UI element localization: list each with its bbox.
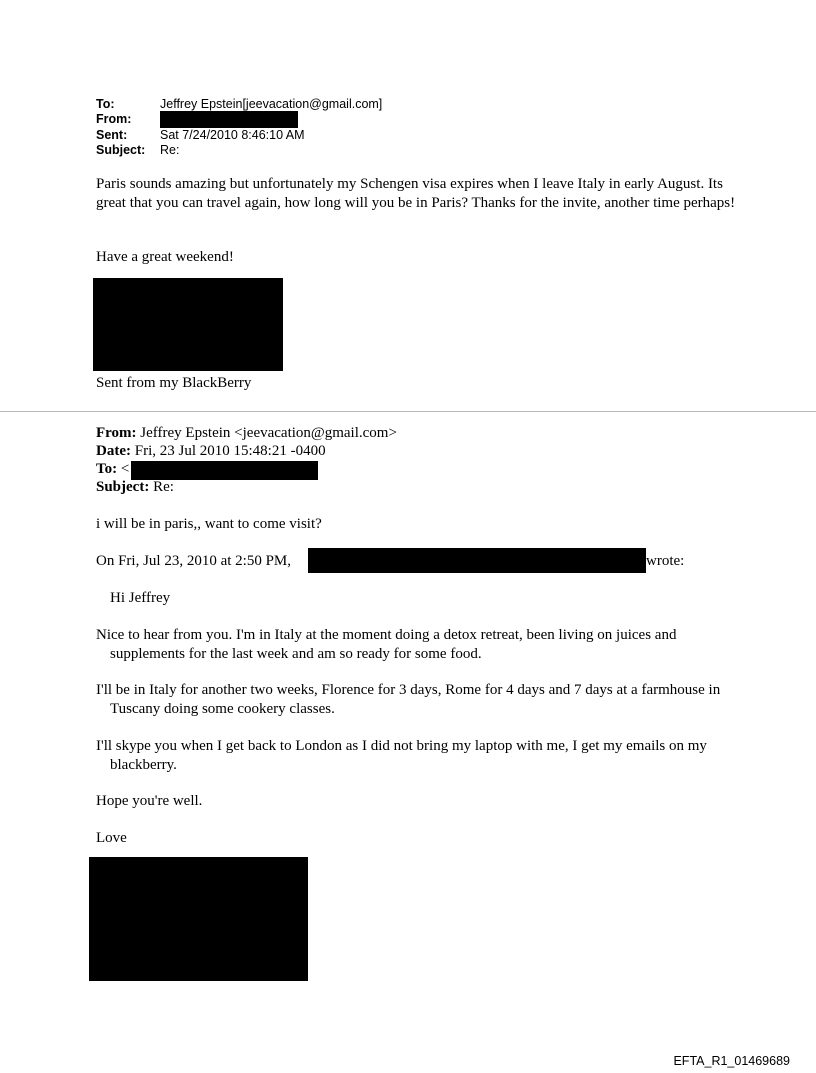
quoted-subject-value: Re: — [149, 479, 174, 495]
to-label: To: — [96, 97, 115, 111]
reply-paragraph-1: Nice to hear from you. I'm in Italy at the moment doing a detox retreat, been living on juices and supplements for the last week and am so ready for some food. — [96, 627, 677, 662]
reply-greeting: Hi Jeffrey — [110, 590, 171, 606]
reply-intro-suffix: wrote: — [646, 553, 685, 569]
sent-value: Sat 7/24/2010 8:46:10 AM — [160, 128, 305, 142]
quoted-date-label: Date: — [96, 443, 131, 459]
quoted-body-line: i will be in paris,, want to come visit? — [96, 516, 322, 532]
email-body-paragraph: Paris sounds amazing but unfortunately my Schengen visa expires when I leave Italy in early August. Its great that you can travel again, how long will you be in Paris? Thanks for the invite, another time perhaps! — [96, 176, 736, 211]
redaction-reply-sender — [308, 548, 646, 573]
redaction-from — [160, 111, 298, 128]
subject-value: Re: — [160, 143, 180, 157]
quoted-subject-label: Subject: — [96, 479, 150, 495]
quoted-date-value: Fri, 23 Jul 2010 15:48:21 -0400 — [130, 443, 326, 459]
quoted-from-value: Jeffrey Epstein <jeevacation@gmail.com> — [136, 425, 397, 441]
signature-footer: Sent from my BlackBerry — [96, 375, 252, 391]
redaction-signature — [93, 278, 283, 371]
quoted-subject-line — [96, 478, 174, 496]
quoted-to-value: < — [117, 461, 130, 477]
quoted-date-line — [96, 442, 326, 460]
reply-paragraph-2: I'll be in Italy for another two weeks, Florence for 3 days, Rome for 4 days and 7 days at a farmhouse in Tuscany doing some cookery classes. — [96, 682, 721, 717]
quoted-from-label: From: — [96, 425, 137, 441]
reply-intro-prefix: On Fri, Jul 23, 2010 at 2:50 PM, — [96, 553, 292, 569]
quoted-to-label: To: — [96, 461, 118, 477]
message-divider — [0, 411, 816, 412]
document-id: EFTA_R1_01469689 — [673, 1054, 790, 1068]
sent-label: Sent: — [96, 128, 128, 142]
redaction-reply-signature — [89, 857, 308, 981]
reply-paragraph-4: Hope you're well. — [96, 793, 203, 809]
from-label: From: — [96, 112, 132, 126]
to-value: Jeffrey Epstein[jeevacation@gmail.com] — [160, 97, 383, 111]
quoted-from-line — [96, 424, 397, 442]
subject-label: Subject: — [96, 143, 146, 157]
email-body-closing: Have a great weekend! — [96, 249, 234, 265]
reply-paragraph-3: I'll skype you when I get back to London as I did not bring my laptop with me, I get my emails on my blackberry. — [96, 738, 707, 773]
quoted-to-line — [96, 460, 129, 478]
reply-closing: Love — [96, 830, 127, 846]
